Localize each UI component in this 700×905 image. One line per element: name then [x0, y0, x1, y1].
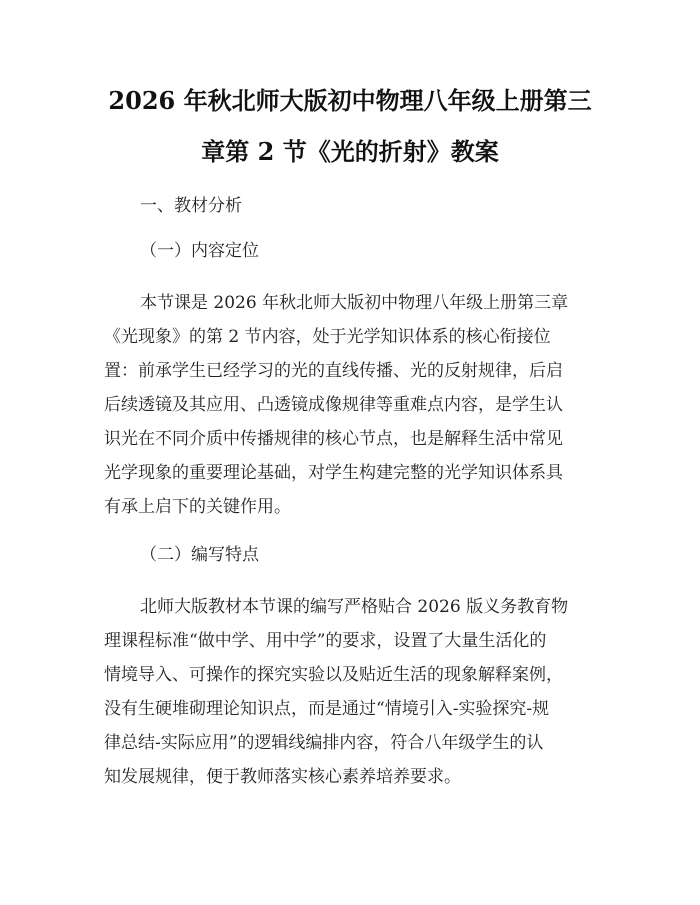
- paragraph-line: 理课程标准“做中学、用中学”的要求，设置了大量生活化的: [104, 631, 547, 651]
- paragraph-line: 没有生硬堆砌理论知识点，而是通过“情境引入-实验探究-规: [104, 699, 550, 719]
- paragraph-line: 《光现象》的第 2 节内容，处于光学知识体系的核心衔接位: [104, 327, 551, 347]
- section-heading-textbook-analysis: 一、教材分析: [140, 196, 242, 216]
- paragraph-line: 识光在不同介质中传播规律的核心节点，也是解释生活中常见: [104, 429, 563, 449]
- paragraph-line: 律总结-实际应用”的逻辑线编排内容，符合八年级学生的认: [104, 733, 544, 753]
- paragraph-writing-features: [104, 590, 604, 794]
- paragraph-line: 本节课是 2026 年秋北师大版初中物理八年级上册第三章: [140, 293, 569, 313]
- paragraph-line: 北师大版教材本节课的编写严格贴合 2026 版义务教育物: [140, 597, 569, 617]
- document-title-line-2: 章第 2 节《光的折射》教案: [201, 137, 499, 166]
- paragraph-line: 有承上启下的关键作用。: [104, 497, 291, 517]
- paragraph-content-positioning: [104, 286, 604, 524]
- subsection-heading-content-positioning: （一）内容定位: [140, 241, 259, 261]
- paragraph-line: 后续透镜及其应用、凸透镜成像规律等重难点内容，是学生认: [104, 395, 563, 415]
- paragraph-line: 知发展规律，便于教师落实核心素养培养要求。: [104, 767, 461, 787]
- paragraph-line: 光学现象的重要理论基础，对学生构建完整的光学知识体系具: [104, 463, 563, 483]
- document-title-line-1: 2026 年秋北师大版初中物理八年级上册第三: [108, 86, 592, 115]
- paragraph-line: 置：前承学生已经学习的光的直线传播、光的反射规律，后启: [104, 361, 563, 381]
- subsection-heading-writing-features: （二）编写特点: [140, 545, 259, 565]
- paragraph-line: 情境导入、可操作的探究实验以及贴近生活的现象解释案例，: [104, 665, 563, 685]
